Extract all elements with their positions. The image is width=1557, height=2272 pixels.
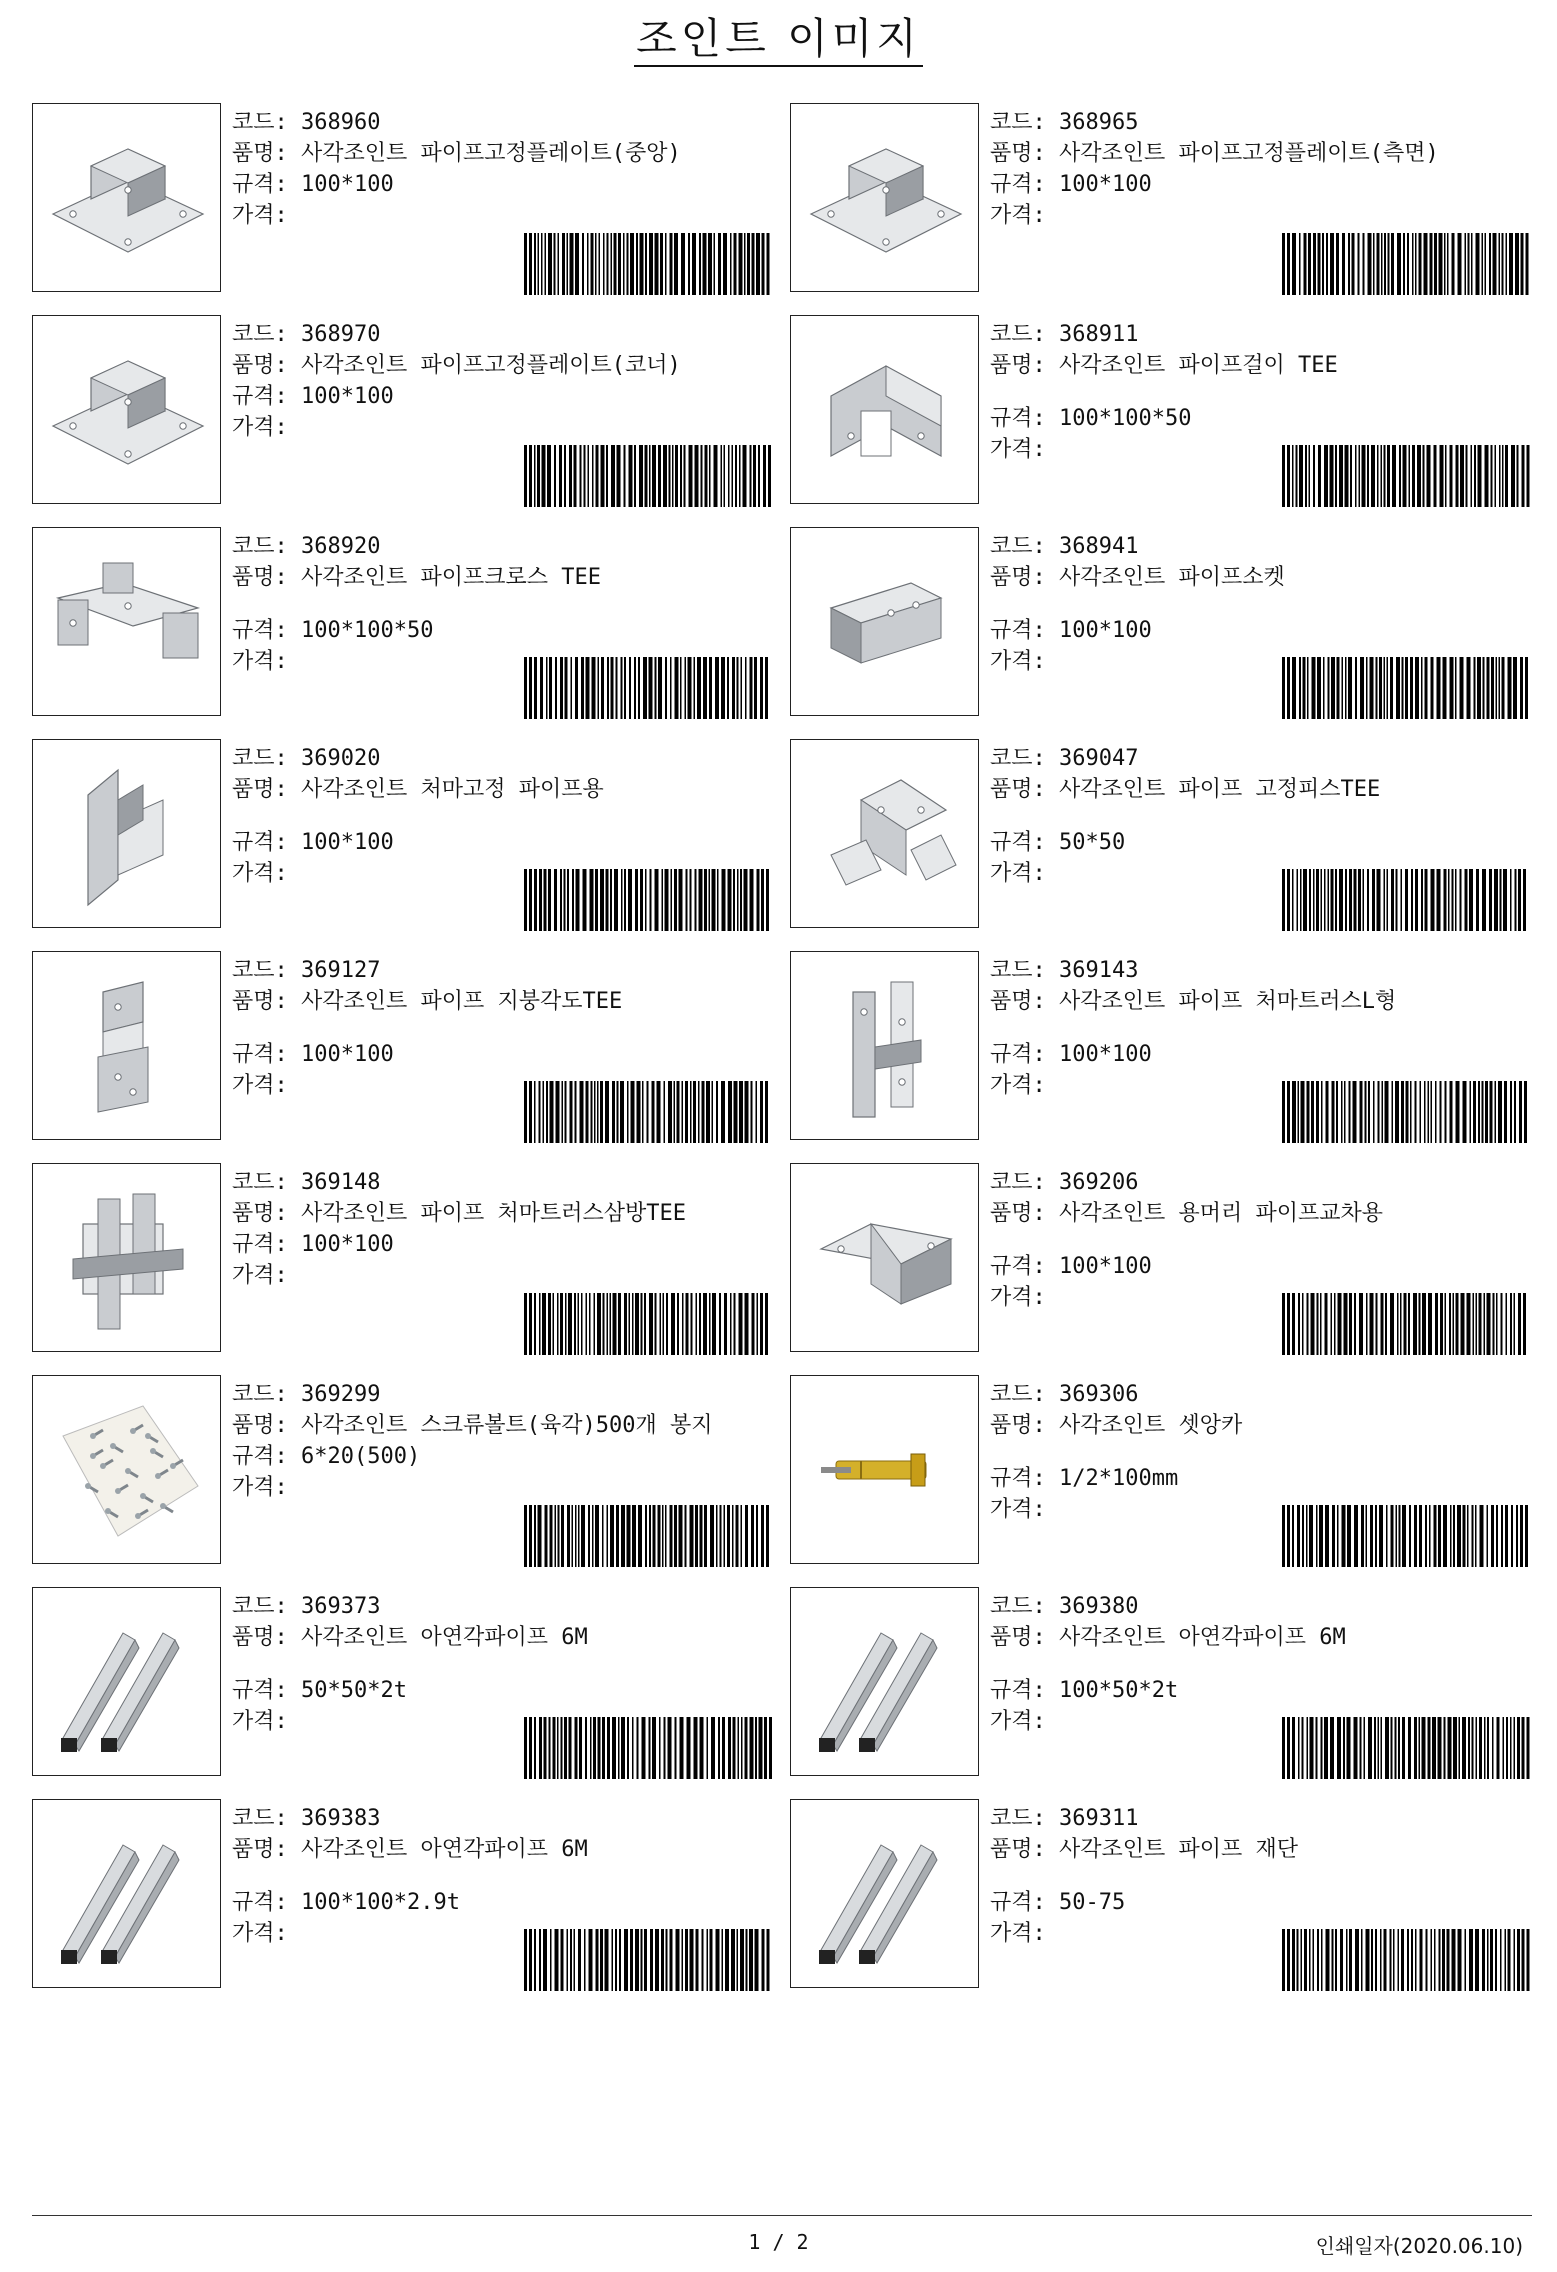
name-label: 품명:: [232, 1201, 288, 1226]
price-label: 가격:: [232, 415, 288, 440]
product-card: [32, 951, 772, 1146]
barcode: [524, 1505, 772, 1567]
product-card: [790, 1163, 1530, 1358]
barcode: [1282, 869, 1530, 931]
screw-bag-icon: [33, 1376, 220, 1563]
code-label: 코드:: [990, 534, 1046, 559]
product-image: [32, 1587, 221, 1776]
barcode: [1282, 1081, 1530, 1143]
code-label: 코드:: [232, 958, 288, 983]
name-label: 품명:: [990, 1625, 1046, 1650]
barcode: [524, 1717, 772, 1779]
product-code: 368970: [301, 322, 381, 347]
product-code-row: [990, 319, 1530, 350]
product-name-row: [990, 562, 1530, 593]
code-label: 코드:: [232, 746, 288, 771]
product-name: 사각조인트 처마고정 파이프용: [301, 777, 604, 802]
product-card: [790, 739, 1530, 934]
product-code: 369148: [301, 1170, 381, 1195]
product-spec-row: [990, 1675, 1530, 1706]
product-image: [32, 1163, 221, 1352]
code-label: 코드:: [232, 322, 288, 347]
barcode: [524, 1293, 772, 1355]
product-image: [32, 739, 221, 928]
spec-label: 규격:: [232, 1444, 288, 1469]
price-label: 가격:: [990, 861, 1046, 886]
base-plate-icon: [33, 104, 220, 291]
code-label: 코드:: [990, 1170, 1046, 1195]
name-label: 품명:: [990, 1837, 1046, 1862]
product-image: [790, 1587, 979, 1776]
hanger-tee-icon: [791, 316, 978, 503]
product-card: [32, 1163, 772, 1358]
product-code: 369206: [1059, 1170, 1139, 1195]
code-label: 코드:: [232, 110, 288, 135]
base-plate-side-icon: [791, 104, 978, 291]
code-label: 코드:: [990, 322, 1046, 347]
product-name-row: [232, 1622, 772, 1653]
product-code-row: [990, 531, 1530, 562]
product-name: 사각조인트 파이프 고정피스TEE: [1059, 777, 1381, 802]
product-spec-row: [990, 1887, 1530, 1918]
product-spec-row: [990, 169, 1530, 200]
name-label: 품명:: [232, 141, 288, 166]
code-label: 코드:: [232, 1594, 288, 1619]
spec-label: 규격:: [990, 172, 1046, 197]
spec-label: 규격:: [232, 618, 288, 643]
product-image: [790, 951, 979, 1140]
product-price-row: [232, 1472, 772, 1503]
product-spec-row: [232, 1229, 772, 1260]
product-name: 사각조인트 파이프걸이 TEE: [1059, 353, 1338, 378]
spec-label: 규격:: [990, 1890, 1046, 1915]
name-label: 품명:: [990, 353, 1046, 378]
product-name-row: [990, 350, 1530, 381]
product-image: [32, 1375, 221, 1564]
product-name: 사각조인트 용머리 파이프교차용: [1059, 1201, 1384, 1226]
code-label: 코드:: [990, 1806, 1046, 1831]
product-name-row: [232, 138, 772, 169]
product-name-row: [990, 1622, 1530, 1653]
base-plate-corner-icon: [33, 316, 220, 503]
product-spec: 100*100: [1059, 1042, 1152, 1067]
spec-label: 규격:: [990, 618, 1046, 643]
barcode: [524, 1081, 772, 1143]
product-card: [32, 739, 772, 934]
product-code: 369047: [1059, 746, 1139, 771]
name-label: 품명:: [232, 777, 288, 802]
barcode: [1282, 1717, 1530, 1779]
price-label: 가격:: [990, 437, 1046, 462]
barcode: [1282, 445, 1530, 507]
product-spec: 100*50*2t: [1059, 1678, 1179, 1703]
product-image: [32, 103, 221, 292]
spec-label: 규격:: [232, 1678, 288, 1703]
product-name-row: [990, 1198, 1530, 1229]
product-code: 369143: [1059, 958, 1139, 983]
product-name-row: [232, 1198, 772, 1229]
product-spec: 100*100: [1059, 1254, 1152, 1279]
product-spec: 1/2*100mm: [1059, 1466, 1179, 1491]
page-title: 조인트 이미지: [0, 14, 1557, 67]
product-code: 369380: [1059, 1594, 1139, 1619]
barcode: [524, 1929, 772, 1991]
product-card: [790, 315, 1530, 510]
product-code: 369127: [301, 958, 381, 983]
product-code: 369383: [301, 1806, 381, 1831]
product-spec: 100*100: [301, 830, 394, 855]
product-card: [32, 1799, 772, 1994]
product-card: [32, 1587, 772, 1782]
barcode: [524, 869, 772, 931]
product-spec: 50-75: [1059, 1890, 1126, 1915]
product-code: 369299: [301, 1382, 381, 1407]
product-name: 사각조인트 아연각파이프 6M: [301, 1837, 588, 1862]
barcode: [1282, 1929, 1530, 1991]
code-label: 코드:: [232, 1382, 288, 1407]
barcode: [524, 657, 772, 719]
product-name-row: [990, 774, 1530, 805]
product-name: 사각조인트 파이프 처마트러스L형: [1059, 989, 1397, 1014]
barcode: [1282, 1505, 1530, 1567]
product-image: [790, 1375, 979, 1564]
code-label: 코드:: [232, 1806, 288, 1831]
square-pipe-icon: [33, 1588, 220, 1775]
product-code-row: [990, 1379, 1530, 1410]
product-code-row: [232, 1803, 772, 1834]
product-spec: 100*100*50: [1059, 406, 1192, 431]
socket-icon: [791, 528, 978, 715]
product-spec: 100*100*2.9t: [301, 1890, 460, 1915]
product-name: 사각조인트 파이프고정플레이트(중앙): [301, 141, 681, 166]
code-label: 코드:: [990, 1594, 1046, 1619]
print-date: 인쇄일자(2020.06.10): [1315, 2234, 1523, 2258]
product-image: [790, 1799, 979, 1988]
product-code-row: [232, 1379, 772, 1410]
product-code-row: [990, 1803, 1530, 1834]
product-code-row: [232, 319, 772, 350]
product-code-row: [232, 107, 772, 138]
product-name-row: [990, 1410, 1530, 1441]
price-label: 가격:: [990, 1497, 1046, 1522]
product-spec: 100*100*50: [301, 618, 434, 643]
spec-label: 규격:: [990, 1466, 1046, 1491]
product-spec: 6*20(500): [301, 1444, 421, 1469]
code-label: 코드:: [990, 746, 1046, 771]
product-spec-row: [990, 1463, 1530, 1494]
square-pipe-icon: [791, 1800, 978, 1987]
price-label: 가격:: [232, 1921, 288, 1946]
product-image: [32, 1799, 221, 1988]
spec-label: 규격:: [990, 1254, 1046, 1279]
product-name: 사각조인트 아연각파이프 6M: [301, 1625, 588, 1650]
product-code: 368920: [301, 534, 381, 559]
spec-label: 규격:: [232, 384, 288, 409]
price-label: 가격:: [990, 1921, 1046, 1946]
product-code-row: [990, 1591, 1530, 1622]
price-label: 가격:: [232, 1709, 288, 1734]
product-spec-row: [232, 1675, 772, 1706]
product-name-row: [232, 986, 772, 1017]
product-spec-row: [232, 381, 772, 412]
product-image: [790, 527, 979, 716]
product-card: [790, 1799, 1530, 1994]
product-code: 369020: [301, 746, 381, 771]
price-label: 가격:: [232, 861, 288, 886]
product-card: [790, 951, 1530, 1146]
barcode: [1282, 1293, 1530, 1355]
product-image: [790, 1163, 979, 1352]
product-card: [790, 103, 1530, 298]
name-label: 품명:: [990, 989, 1046, 1014]
product-name: 사각조인트 파이프 지붕각도TEE: [301, 989, 623, 1014]
product-card: [790, 1375, 1530, 1570]
product-price-row: [232, 412, 772, 443]
eave-bracket-icon: [33, 740, 220, 927]
price-label: 가격:: [990, 649, 1046, 674]
product-price-row: [990, 200, 1530, 231]
product-spec-row: [990, 827, 1530, 858]
name-label: 품명:: [990, 141, 1046, 166]
product-code: 368941: [1059, 534, 1139, 559]
product-spec-row: [232, 169, 772, 200]
price-label: 가격:: [990, 1709, 1046, 1734]
footer-divider: [32, 2215, 1532, 2216]
cross-tee-icon: [33, 528, 220, 715]
product-spec-row: [990, 615, 1530, 646]
product-name-row: [990, 1834, 1530, 1865]
name-label: 품명:: [990, 1413, 1046, 1438]
product-spec-row: [990, 403, 1530, 434]
product-name-row: [990, 138, 1530, 169]
product-spec-row: [232, 1887, 772, 1918]
spec-label: 규격:: [990, 830, 1046, 855]
name-label: 품명:: [232, 1413, 288, 1438]
product-spec: 100*100: [1059, 172, 1152, 197]
page-number: 1 / 2: [748, 2230, 809, 2254]
product-code-row: [232, 1591, 772, 1622]
product-image: [32, 527, 221, 716]
product-spec: 100*100: [301, 1042, 394, 1067]
product-spec-row: [232, 1441, 772, 1472]
product-image: [32, 951, 221, 1140]
price-label: 가격:: [232, 649, 288, 674]
product-code: 369373: [301, 1594, 381, 1619]
product-code: 369311: [1059, 1806, 1139, 1831]
spec-label: 규격:: [990, 1678, 1046, 1703]
product-code: 368960: [301, 110, 381, 135]
product-name: 사각조인트 파이프크로스 TEE: [301, 565, 601, 590]
product-spec: 50*50*2t: [301, 1678, 407, 1703]
truss-3way-icon: [33, 1164, 220, 1351]
price-label: 가격:: [990, 203, 1046, 228]
product-code-row: [990, 107, 1530, 138]
fixing-tee-icon: [791, 740, 978, 927]
product-name: 사각조인트 파이프 처마트러스삼방TEE: [301, 1201, 687, 1226]
price-label: 가격:: [990, 1073, 1046, 1098]
name-label: 품명:: [232, 565, 288, 590]
product-spec-row: [990, 1251, 1530, 1282]
product-name: 사각조인트 파이프고정플레이트(코너): [301, 353, 681, 378]
spec-label: 규격:: [232, 172, 288, 197]
name-label: 품명:: [232, 1837, 288, 1862]
product-spec-row: [232, 827, 772, 858]
square-pipe-icon: [33, 1800, 220, 1987]
product-spec: 100*100: [301, 384, 394, 409]
name-label: 품명:: [990, 565, 1046, 590]
product-image: [790, 103, 979, 292]
code-label: 코드:: [990, 958, 1046, 983]
product-image: [790, 739, 979, 928]
code-label: 코드:: [232, 534, 288, 559]
product-name-row: [232, 1410, 772, 1441]
name-label: 품명:: [990, 777, 1046, 802]
name-label: 품명:: [990, 1201, 1046, 1226]
product-code-row: [232, 743, 772, 774]
spec-label: 규격:: [990, 1042, 1046, 1067]
anchor-bolt-icon: [791, 1376, 978, 1563]
product-code: 368911: [1059, 322, 1139, 347]
code-label: 코드:: [990, 1382, 1046, 1407]
name-label: 품명:: [232, 989, 288, 1014]
product-spec: 100*100: [301, 1232, 394, 1257]
product-card: [790, 1587, 1530, 1782]
product-spec: 50*50: [1059, 830, 1126, 855]
product-card: [32, 1375, 772, 1570]
code-label: 코드:: [232, 1170, 288, 1195]
product-spec: 100*100: [1059, 618, 1152, 643]
product-spec: 100*100: [301, 172, 394, 197]
name-label: 품명:: [232, 1625, 288, 1650]
product-code-row: [232, 955, 772, 986]
product-code-row: [990, 1167, 1530, 1198]
product-name-row: [232, 1834, 772, 1865]
product-spec-row: [990, 1039, 1530, 1070]
barcode: [524, 445, 772, 507]
product-name-row: [232, 774, 772, 805]
product-code-row: [232, 1167, 772, 1198]
product-spec-row: [232, 615, 772, 646]
price-label: 가격:: [990, 1285, 1046, 1310]
product-name: 사각조인트 파이프소켓: [1059, 565, 1285, 590]
barcode: [1282, 233, 1530, 295]
product-name: 사각조인트 셋앙카: [1059, 1413, 1243, 1438]
barcode: [1282, 657, 1530, 719]
product-code: 368965: [1059, 110, 1139, 135]
spec-label: 규격:: [232, 1232, 288, 1257]
product-name: 사각조인트 스크류볼트(육각)500개 봉지: [301, 1413, 713, 1438]
name-label: 품명:: [232, 353, 288, 378]
product-card: [32, 527, 772, 722]
spec-label: 규격:: [232, 830, 288, 855]
product-card: [32, 315, 772, 510]
ridge-cross-icon: [791, 1164, 978, 1351]
product-code-row: [232, 531, 772, 562]
price-label: 가격:: [232, 1073, 288, 1098]
product-code-row: [990, 955, 1530, 986]
product-image: [790, 315, 979, 504]
product-card: [790, 527, 1530, 722]
product-name-row: [990, 986, 1530, 1017]
product-spec-row: [232, 1039, 772, 1070]
product-name: 사각조인트 파이프 재단: [1059, 1837, 1299, 1862]
product-card: [32, 103, 772, 298]
product-code-row: [990, 743, 1530, 774]
product-name-row: [232, 350, 772, 381]
square-pipe-icon: [791, 1588, 978, 1775]
product-price-row: [232, 200, 772, 231]
barcode: [524, 233, 772, 295]
price-label: 가격:: [232, 1263, 288, 1288]
roof-angle-tee-icon: [33, 952, 220, 1139]
product-name: 사각조인트 파이프고정플레이트(측면): [1059, 141, 1439, 166]
product-name-row: [232, 562, 772, 593]
price-label: 가격:: [232, 1475, 288, 1500]
product-code: 369306: [1059, 1382, 1139, 1407]
price-label: 가격:: [232, 203, 288, 228]
product-price-row: [232, 1260, 772, 1291]
code-label: 코드:: [990, 110, 1046, 135]
spec-label: 규격:: [232, 1042, 288, 1067]
spec-label: 규격:: [232, 1890, 288, 1915]
product-name: 사각조인트 아연각파이프 6M: [1059, 1625, 1346, 1650]
spec-label: 규격:: [990, 406, 1046, 431]
truss-l-icon: [791, 952, 978, 1139]
product-image: [32, 315, 221, 504]
